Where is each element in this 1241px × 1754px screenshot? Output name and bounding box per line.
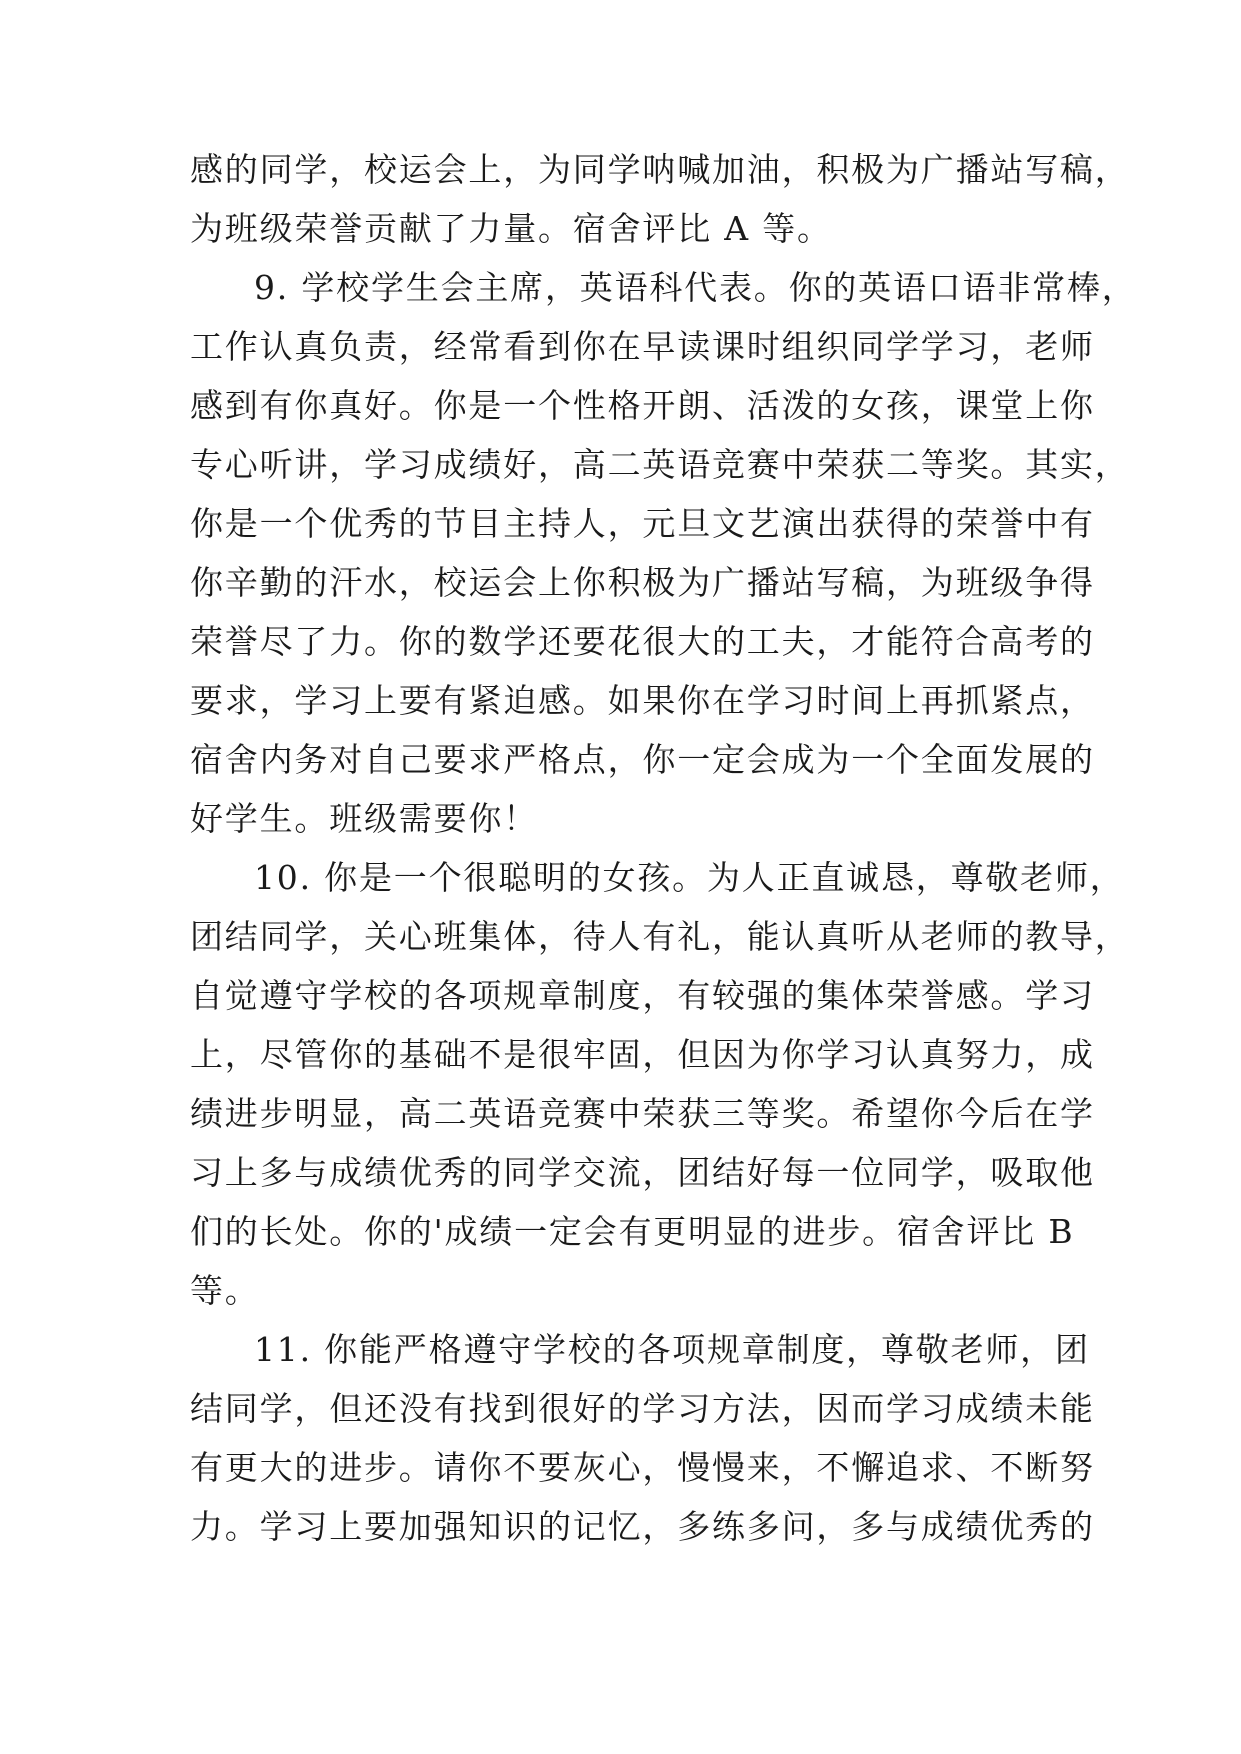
text-line: 有更大的进步。请你不要灰心，慢慢来，不懈追求、不断努 <box>190 1448 1095 1487</box>
text-line: 自觉遵守学校的各项规章制度，有较强的集体荣誉感。学习 <box>190 976 1095 1015</box>
text-line: 们的长处。你的'成绩一定会有更明显的进步。宿舍评比 B <box>190 1212 1075 1251</box>
text-line: 要求，学习上要有紧迫感。如果你在学习时间上再抓紧点， <box>190 681 1095 720</box>
text-line: 荣誉尽了力。你的数学还要花很大的工夫，才能符合高考的 <box>190 622 1095 661</box>
text-line: 宿舍内务对自己要求严格点，你一定会成为一个全面发展的 <box>190 740 1095 779</box>
text-line: 团结同学，关心班集体，待人有礼，能认真听从老师的教导， <box>190 917 1130 956</box>
text-line: 你辛勤的汗水，校运会上你积极为广播站写稿，为班级争得 <box>190 563 1095 602</box>
text-line: 等。 <box>190 1271 260 1310</box>
paragraph-9-start: 9. 学校学生会主席，英语科代表。你的英语口语非常棒， <box>254 268 1137 307</box>
text-line: 结同学，但还没有找到很好的学习方法，因而学习成绩未能 <box>190 1389 1095 1428</box>
text-line: 你是一个优秀的节目主持人，元旦文艺演出获得的荣誉中有 <box>190 504 1095 543</box>
text-line: 感的同学，校运会上，为同学呐喊加油，积极为广播站写稿， <box>190 150 1130 189</box>
paragraph-11-start: 11. 你能严格遵守学校的各项规章制度，尊敬老师，团 <box>254 1330 1090 1369</box>
text-line: 专心听讲，学习成绩好，高二英语竞赛中荣获二等奖。其实， <box>190 445 1130 484</box>
text-line: 力。学习上要加强知识的记忆，多练多问，多与成绩优秀的 <box>190 1507 1095 1546</box>
text-line: 上，尽管你的基础不是很牢固，但因为你学习认真努力，成 <box>190 1035 1095 1074</box>
text-line: 感到有你真好。你是一个性格开朗、活泼的女孩，课堂上你 <box>190 386 1095 425</box>
paragraph-10-start: 10. 你是一个很聪明的女孩。为人正直诚恳，尊敬老师， <box>254 858 1125 897</box>
text-line: 绩进步明显，高二英语竞赛中荣获三等奖。希望你今后在学 <box>190 1094 1095 1133</box>
text-line: 好学生。班级需要你！ <box>190 799 538 838</box>
text-line: 为班级荣誉贡献了力量。宿舍评比 A 等。 <box>190 209 832 248</box>
text-line: 习上多与成绩优秀的同学交流，团结好每一位同学，吸取他 <box>190 1153 1095 1192</box>
text-line: 工作认真负责，经常看到你在早读课时组织同学学习，老师 <box>190 327 1095 366</box>
